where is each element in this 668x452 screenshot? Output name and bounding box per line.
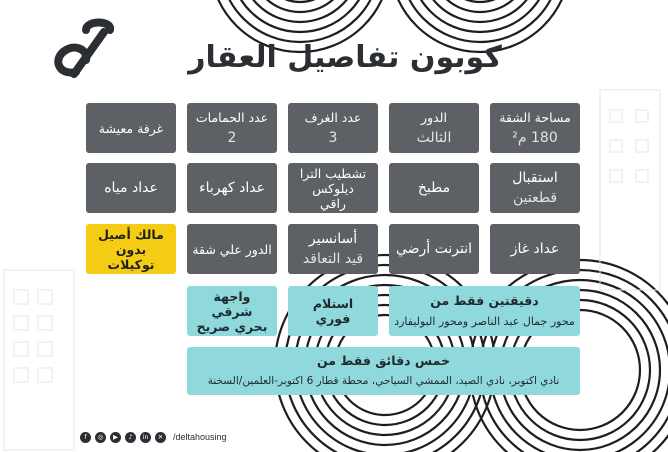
floor-label: الدور xyxy=(421,109,447,125)
reception-value: قطعتين xyxy=(512,189,558,206)
tile-water-meter xyxy=(86,163,176,213)
two-minutes-text: محور جمال عبد الناصر ومحور البوليفارد xyxy=(394,315,575,328)
tile-immediate-delivery xyxy=(288,286,378,336)
facebook-icon[interactable]: f xyxy=(80,432,91,443)
tile-elevator xyxy=(288,224,378,274)
two-minutes-title: دقيقتين فقط من xyxy=(430,293,539,308)
tile-five-minutes xyxy=(187,347,580,395)
reception-label: استقبال xyxy=(512,169,558,186)
bathrooms-value: 2 xyxy=(227,129,237,146)
tile-internet xyxy=(389,224,479,274)
tile-rooms xyxy=(288,103,378,153)
x-icon[interactable]: ✕ xyxy=(155,432,166,443)
kitchen-label: مطبخ xyxy=(417,179,451,196)
tile-living-room xyxy=(86,103,176,153)
five-minutes-title: خمس دقائق فقط من xyxy=(317,353,450,368)
electricity-meter-label: عداد كهرباء xyxy=(199,179,265,196)
social-footer xyxy=(80,429,227,445)
tiktok-icon[interactable]: ♪ xyxy=(125,432,136,443)
tile-owner xyxy=(86,224,176,274)
facade-label: واجهة شرقي بحري صريح xyxy=(196,288,268,334)
tile-finishing xyxy=(288,163,378,213)
area-value: 180 م² xyxy=(512,129,558,146)
internet-label: انترنت أرضي xyxy=(395,240,473,257)
tile-bathrooms xyxy=(187,103,277,153)
tile-reception xyxy=(490,163,580,213)
page-title: كوبون تفاصيل العقار xyxy=(188,40,502,75)
brand-logo xyxy=(46,16,120,86)
immediate-delivery-label: استلام فوري xyxy=(312,296,354,326)
instagram-icon[interactable]: ◎ xyxy=(95,432,106,443)
tile-two-minutes xyxy=(389,286,580,336)
elevator-label: أسانسير xyxy=(308,230,358,247)
rooms-value: 3 xyxy=(328,129,338,146)
tile-facade xyxy=(187,286,277,336)
area-label: مساحة الشقة xyxy=(499,109,571,125)
elevator-value: قيد التعاقد xyxy=(302,250,364,267)
finishing-label: تشطيب الترا ديلوكس راقي xyxy=(299,165,367,211)
tile-apartment-area xyxy=(490,103,580,153)
tile-gas-meter xyxy=(490,224,580,274)
single-floor-label: الدور علي شقة xyxy=(192,241,272,257)
tile-kitchen xyxy=(389,163,479,213)
linkedin-icon[interactable]: in xyxy=(140,432,151,443)
floor-value: الثالث xyxy=(416,129,452,146)
tile-electricity-meter xyxy=(187,163,277,213)
gas-meter-label: عداد غاز xyxy=(510,240,560,257)
rooms-label: عدد الغرف xyxy=(304,109,362,125)
tile-single-floor xyxy=(187,224,277,274)
youtube-icon[interactable]: ▶ xyxy=(110,432,121,443)
living-room-label: غرفة معيشة xyxy=(98,120,164,136)
bathrooms-label: عدد الحمامات xyxy=(195,109,269,125)
tile-floor xyxy=(389,103,479,153)
five-minutes-text: نادي اكتوبر، نادي الصيد، الممشي السياحي، محطة قطار 6 اكتوبر-العلمين/السخنة xyxy=(207,375,560,387)
owner-label: مالك أصيل بدون توكيلات xyxy=(98,226,164,272)
water-meter-label: عداد مياه xyxy=(104,179,158,196)
social-handle[interactable]: /deltahousing xyxy=(173,432,227,442)
